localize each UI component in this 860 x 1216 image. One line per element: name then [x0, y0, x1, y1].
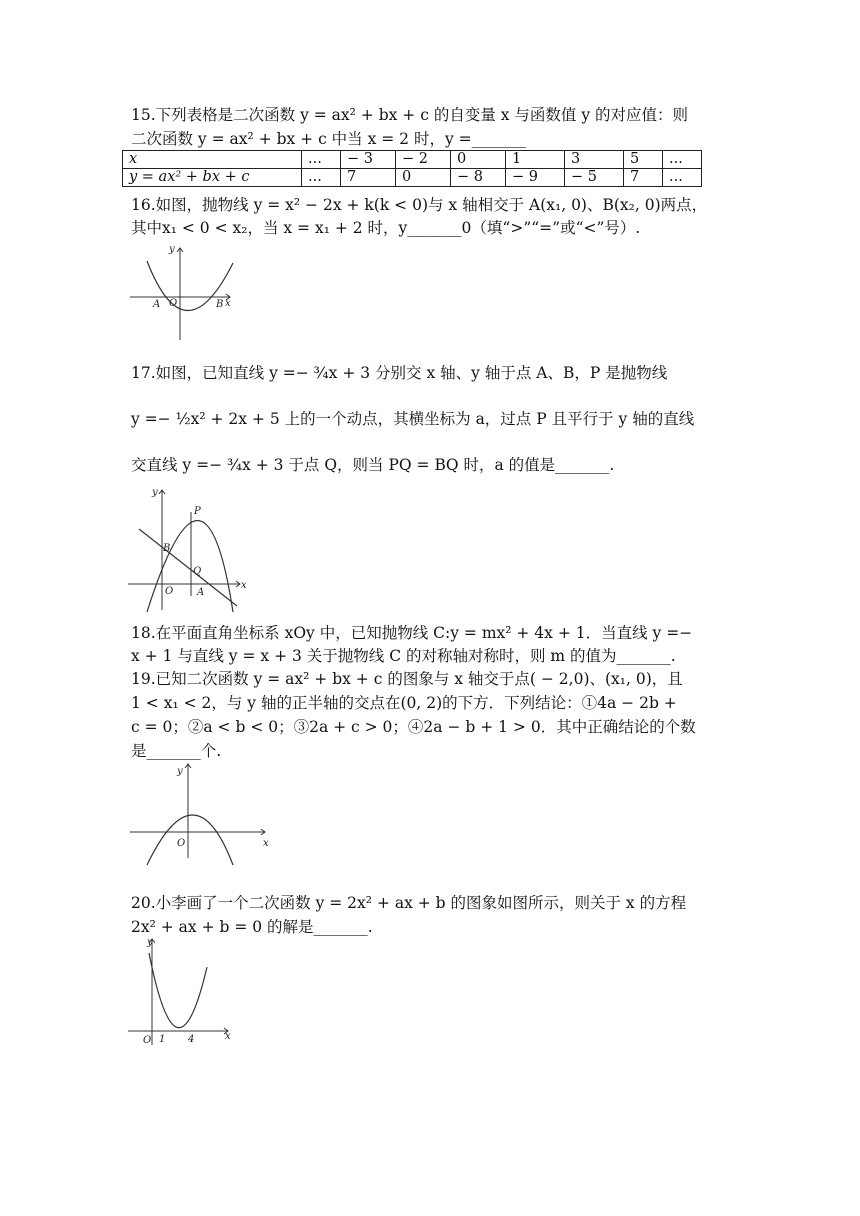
q18-line2: x + 1 与直线 y = x + 3 关于抛物线 C 的对称轴对称时，则 m 的值为_______.: [131, 647, 676, 665]
axis-label-x: x: [241, 580, 247, 591]
table-row: [123, 169, 702, 187]
axis-label-x: x: [225, 1031, 231, 1042]
axis-label-y: y: [147, 937, 153, 948]
point-label-q: Q: [193, 566, 202, 577]
axis-label-y: y: [169, 244, 175, 255]
point-label-a: A: [197, 587, 205, 598]
q19-line1: 19.已知二次函数 y = ax² + bx + c 的图象与 x 轴交于点( − 2,0)、(x₁, 0)，且: [131, 670, 683, 688]
table-cell: x: [123, 151, 302, 169]
tick-label-one: 1: [159, 1034, 166, 1045]
q15-line2: 二次函数 y = ax² + bx + c 中当 x = 2 时，y =_______: [131, 130, 526, 148]
table-cell: ...: [663, 151, 702, 169]
q19-line3: c = 0；②a < b < 0；③2a + c > 0；④2a − b + 1 > 0．其中正确结论的个数: [131, 718, 696, 736]
q18-line1: 18.在平面直角坐标系 xOy 中，已知抛物线 C:y = mx² + 4x + 1．当直线 y =−: [131, 624, 693, 642]
origin-label: O: [143, 1035, 152, 1046]
table-cell: − 8: [451, 169, 506, 187]
q19-line4: 是_______个.: [131, 742, 222, 760]
q17-line1: 17.如图，已知直线 y =− ¾x + 3 分别交 x 轴、y 轴于点 A、B，P 是抛物线: [131, 364, 668, 382]
q16-line2: 其中x₁ < 0 < x₂，当 x = x₁ + 2 时，y_______0（填“>”“=”或“<”号）.: [131, 219, 641, 237]
table-cell: − 3: [341, 151, 396, 169]
table-cell: 7: [624, 169, 663, 187]
tick-label-four: 4: [188, 1034, 195, 1045]
q17-figure: [125, 484, 250, 614]
q20-line1: 20.小李画了一个二次函数 y = 2x² + ax + b 的图象如图所示，则关于 x 的方程: [131, 894, 687, 912]
table-cell: 0: [396, 169, 451, 187]
origin-label: O: [165, 586, 174, 597]
point-label-p: P: [194, 506, 201, 517]
table-cell: 1: [506, 151, 565, 169]
table-cell: 5: [624, 151, 663, 169]
q16-figure: [125, 244, 240, 344]
table-cell: y = ax² + bx + c: [123, 169, 302, 187]
table-cell: − 5: [565, 169, 624, 187]
axis-label-x: x: [225, 298, 231, 309]
table-cell: 3: [565, 151, 624, 169]
table-cell: 7: [341, 169, 396, 187]
q20-line2: 2x² + ax + b = 0 的解是_______.: [131, 918, 373, 936]
table-cell: − 9: [506, 169, 565, 187]
table-cell: ...: [302, 151, 341, 169]
axis-label-x: x: [263, 838, 269, 849]
q17-line2: y =− ½x² + 2x + 5 上的一个动点，其横坐标为 a，过点 P 且平行于 y 轴的直线: [131, 410, 695, 428]
q15-table: [122, 150, 702, 187]
q16-line1: 16.如图，抛物线 y = x² − 2x + k(k < 0)与 x 轴相交于 A(x₁, 0)、B(x₂, 0)两点，: [131, 196, 708, 214]
q17-line3: 交直线 y =− ¾x + 3 于点 Q，则当 PQ = BQ 时，a 的值是_______.: [131, 456, 615, 474]
origin-label: O: [177, 838, 186, 849]
table-row: [123, 151, 702, 169]
axis-label-y: y: [177, 766, 183, 777]
q20-figure: [125, 935, 240, 1050]
table-cell: ...: [663, 169, 702, 187]
q15-line1: 15.下列表格是二次函数 y = ax² + bx + c 的自变量 x 与函数值 y 的对应值：则: [131, 106, 689, 124]
q19-line2: 1 < x₁ < 2，与 y 轴的正半轴的交点在(0, 2)的下方．下列结论：①4a − 2b +: [131, 694, 677, 712]
origin-label: O: [169, 298, 178, 309]
point-label-b: B: [216, 299, 224, 310]
point-label-a: A: [153, 299, 161, 310]
table-cell: ...: [302, 169, 341, 187]
table-cell: 0: [451, 151, 506, 169]
point-label-b: B: [163, 543, 171, 554]
q19-figure: [125, 760, 275, 860]
axis-label-y: y: [152, 487, 158, 498]
table-cell: − 2: [396, 151, 451, 169]
